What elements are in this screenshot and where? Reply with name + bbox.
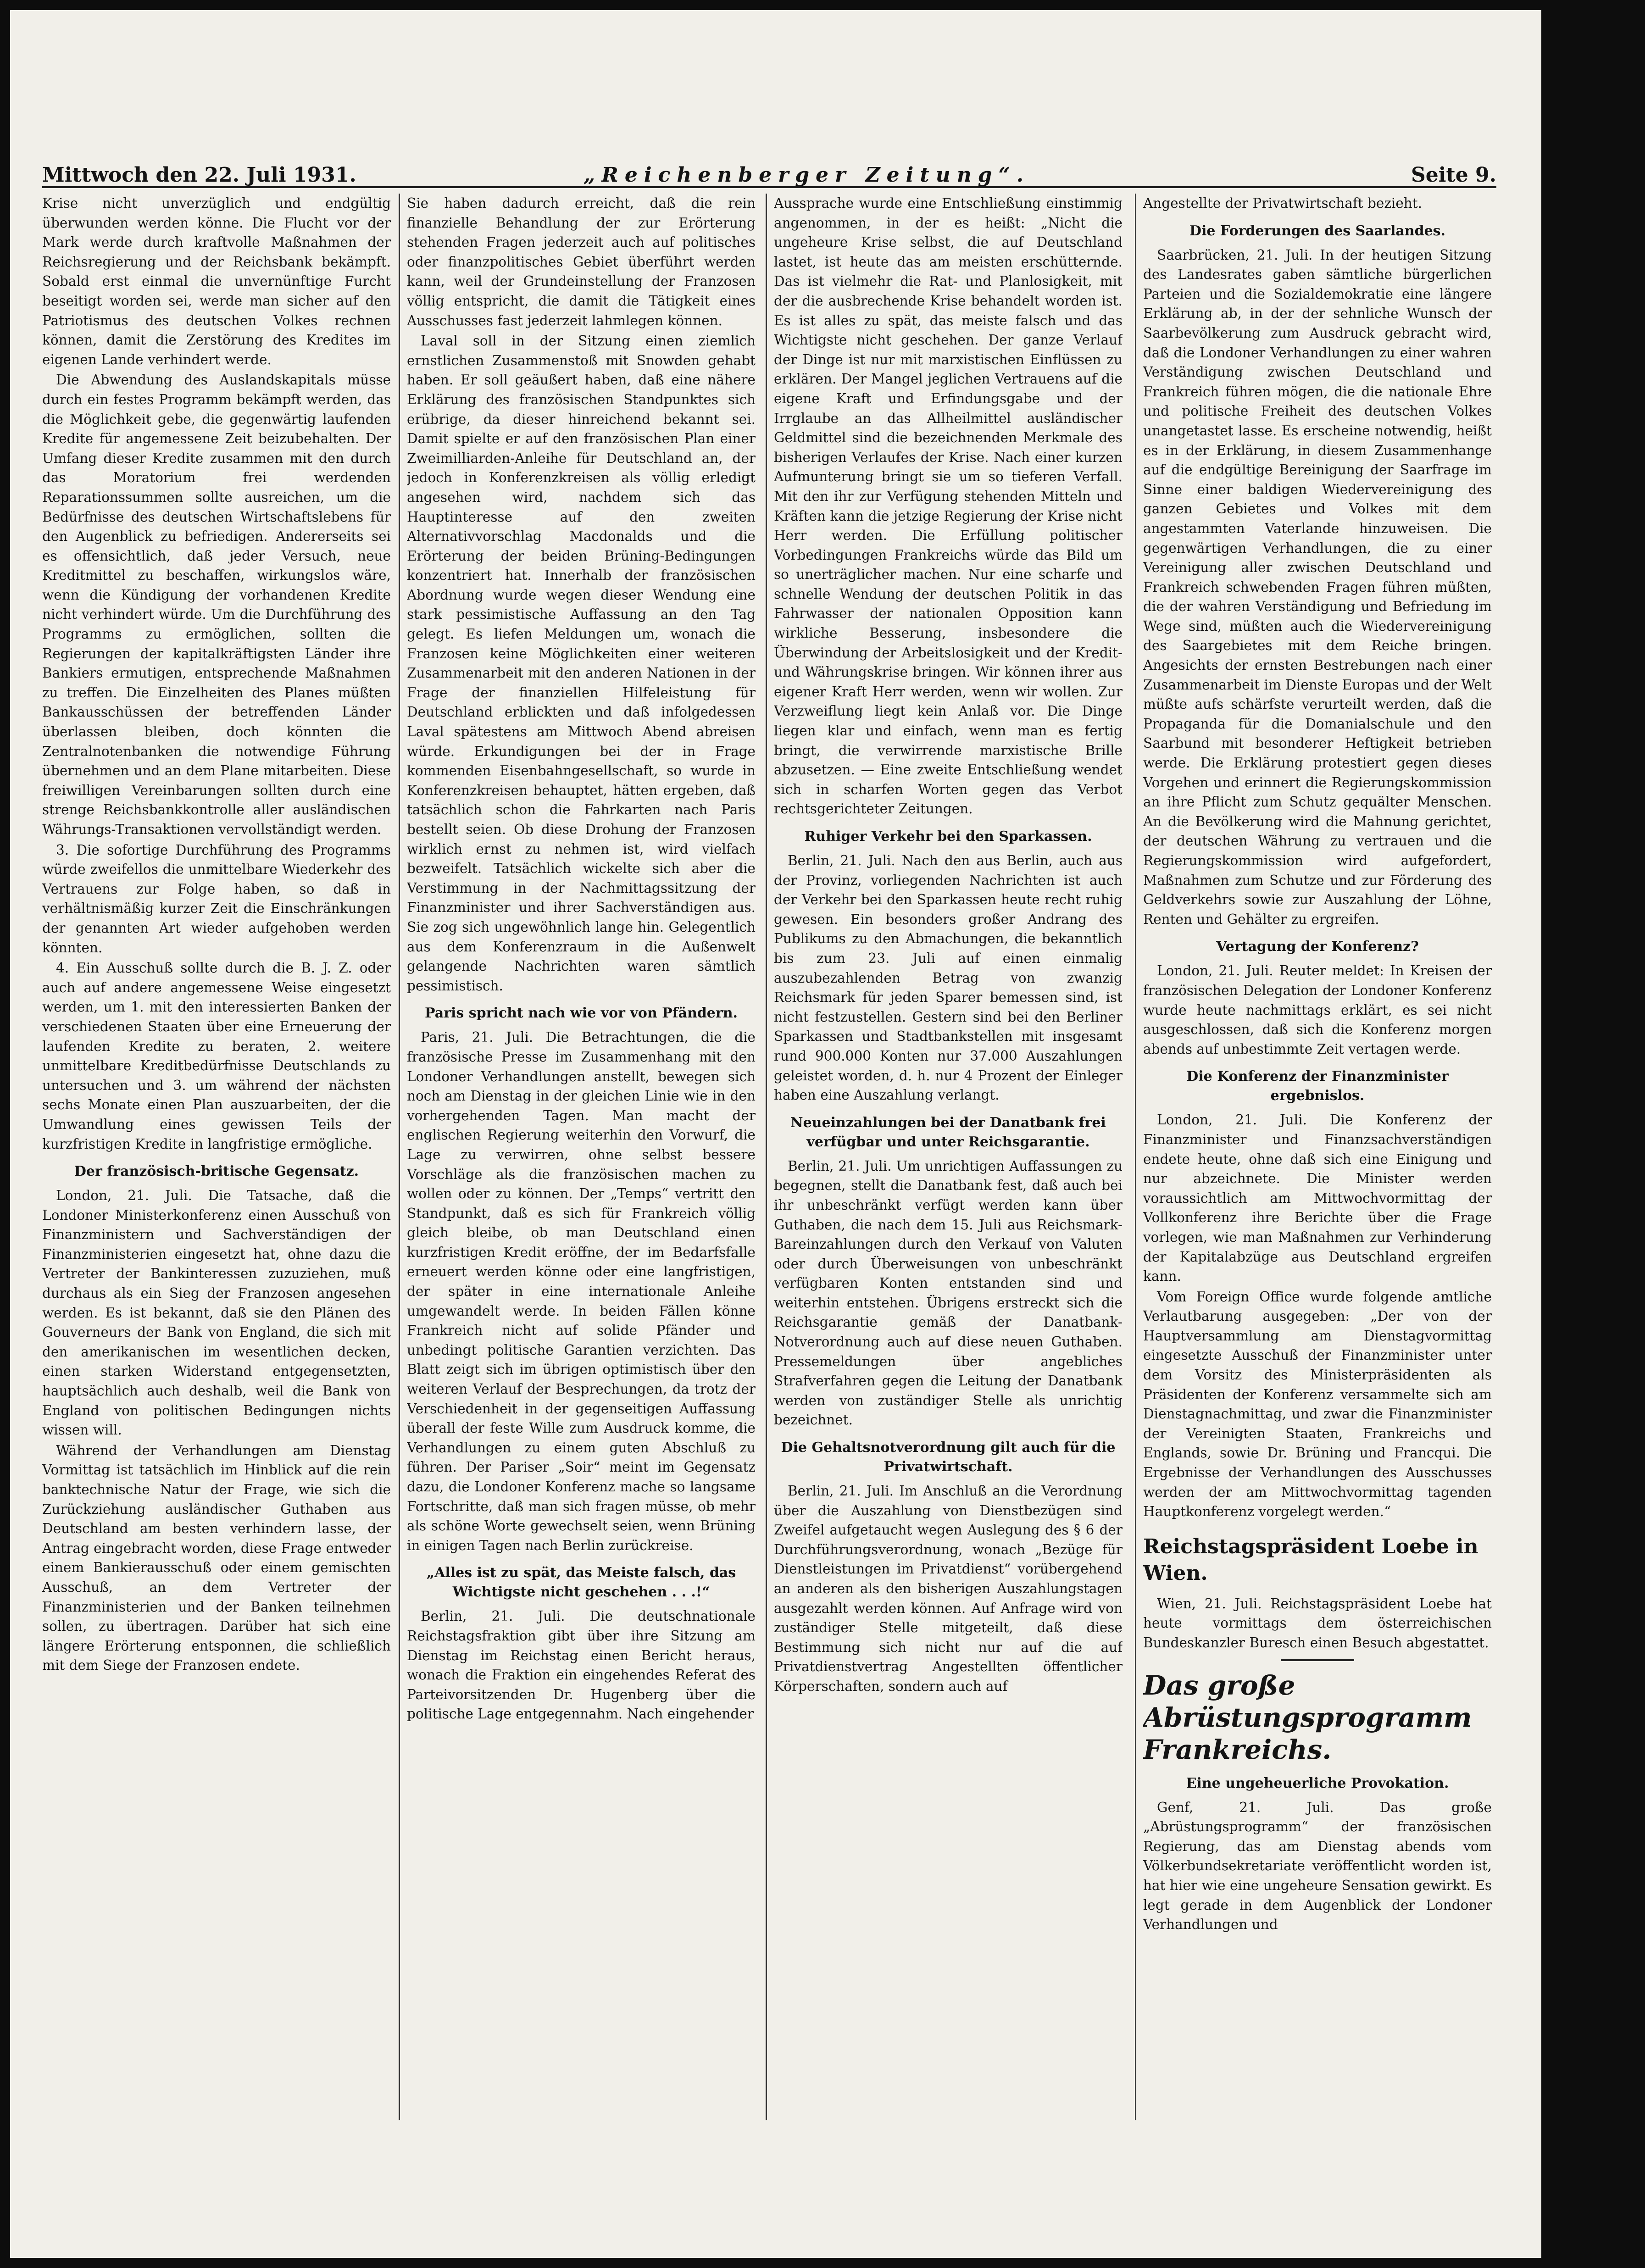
article-paragraph: Krise nicht unverzüglich und endgültig überwunden werden könne. Die Flucht vor der Mark werde durch kraftvolle Maßnahmen der Reichsregierung und der Reichsbank bekämpft. Sobald erst einmal die unvernünftige Furcht beseitigt worden sei, werde man sicher auf den Patriotismus des deutschen Volkes rechnen können, damit die Zerstörung des Kredites im eigenen Lande verhindert werde. xyxy=(42,195,391,367)
article-paragraph: Angestellte der Privatwirtschaft bezieht. xyxy=(1143,195,1423,211)
article-paragraph: Berlin, 21. Juli. Im Anschluß an die Verordnung über die Auszahlung von Dienstbezügen sind Zweifel aufgetaucht wegen Auslegung des § 6 der Durchführungsverordnung, wonach „Bezüge für Dienstleistungen im Privatdienst“ vorübergehend an anderen als den bisherigen Auszahlungstagen ausgezahlt werden können. Auf Anfrage wird von zuständiger Stelle mitgeteilt, daß diese Bestimmung sich nicht nur auf die auf Privatdienstvertrag Angestellten öffentlicher Körperschaften, sondern auch auf xyxy=(774,1483,1123,1694)
article-paragraph: 4. Ein Ausschuß sollte durch die B. J. Z. oder auch auf andere angemessene Weise eingesetzt werden, um 1. mit den interessierten Banken der verschiedenen Staaten über eine Erneuerung der laufenden Kredite zu beraten, 2. weitere unmittelbare Kreditbedürfnisse Deutschlands zu untersuchen und 3. um während der nächsten sechs Monate einen Plan auszuarbeiten, der die Umwandlung eines gewissen Teils der kurzfristigen Kredite in langfristige ermögliche. xyxy=(42,960,391,1152)
section-separator xyxy=(1281,1659,1354,1661)
article-paragraph: Vom Foreign Office wurde folgende amtliche Verlautbarung ausgegeben: „Der von der Hauptversammlung am Dienstagvormittag eingesetzte Ausschuß der Finanzminister unter dem Vorsitz des Ministerpräsidenten als Präsidenten der Konferenz versammelte sich am Dienstagnachmittag, und zwar die Finanzminister der Vereinigten Staaten, Frankreichs und Englands, sowie Dr. Brüning und Francqui. Die Ergebnisse der Verhandlungen des Ausschusses werden der am Mittwochvormittag tagenden Hauptkonferenz vorgelegt werden.“ xyxy=(1143,1289,1492,1520)
article-paragraph: London, 21. Juli. Die Konferenz der Finanzminister und Finanzsachverständigen endete heute, ohne daß sich eine Einigung und nur abzeichnete. Die Minister werden voraussichtlich am Mittwochvormittag der Vollkonferenz ihre Berichte über die Frage vorlegen, wie man Maßnahmen zur Verhinderung der Kapitalabzüge aus Deutschland ergreifen kann. xyxy=(1143,1112,1492,1284)
article-subheadline: Eine ungeheuerliche Provokation. xyxy=(1186,1775,1449,1791)
article-headline: Neueinzahlungen bei der Danatbank frei verfügbar und unter Reichsgarantie. xyxy=(790,1114,1106,1150)
article-paragraph: Genf, 21. Juli. Das große „Abrüstungsprogramm“ der französischen Regierung, das am Dienstag abends vom Völkerbundsekretariate veröffentlicht worden ist, hat hier wie eine ungeheure Sensation gewirkt. Es legt gerade in dem Augenblick der Londoner Verhandlungen und xyxy=(1143,1799,1492,1933)
header-newspaper-title: „Reichenberger Zeitung“. xyxy=(584,163,1030,187)
article-headline: Die Konferenz der Finanzminister ergebnislos. xyxy=(1186,1068,1449,1104)
article-paragraph: Laval soll in der Sitzung einen ziemlich ernstlichen Zusammenstoß mit Snowden gehabt haben. Er soll geäußert haben, daß eine nähere Erklärung des französischen Standpunktes sich erübrige, da dieser hinreichend bekannt sei. Damit spielte er auf den französischen Plan einer Zweimilliarden-Anleihe für Deutschland an, der jedoch in Konferenzkreisen als völlig erledigt angesehen wird, nachdem sich das Hauptinteresse auf den zweiten Alternativvorschlag Macdonalds und die Erörterung der beiden Brüning-Bedingungen konzentriert hat. Innerhalb der französischen Abordnung wurde wegen dieser Wendung eine stark pessimistische Auffassung an den Tag gelegt. Es liefen Meldungen um, wonach die Franzosen keine Möglichkeiten einer weiteren Zusammenarbeit mit den anderen Nationen in der Frage der finanziellen Hilfeleistung für Deutschland erblickten und daß infolgedessen Laval spätestens am Mittwoch Abend abreisen würde. Erkundigungen bei der in Frage kommenden Eisenbahngesellschaft, so wurde in Konferenzkreisen behauptet, hätten ergeben, daß tatsächlich schon die Fahrkarten nach Paris bestellt seien. Ob diese Drohung der Franzosen wirklich ernst zu nehmen ist, wird vielfach bezweifelt. Tatsächlich wickelte sich aber die Verstimmung in der Nachmittagssitzung der Finanzminister und ihrer Sachverständigen aus. Sie zog sich ungewöhnlich lange hin. Gelegentlich aus dem Konferenzraum in die Außenwelt gelangende Nachrichten waren sämtlich pessimistisch. xyxy=(407,333,756,994)
article-headline-large: Reichstagspräsident Loebe in Wien. xyxy=(1143,1534,1478,1585)
article-paragraph: Paris, 21. Juli. Die Betrachtungen, die die französische Presse im Zusammenhang mit den Londoner Verhandlungen anstellt, bewegen sich noch am Dienstag in der gleichen Linie wie in den vorhergehenden Tagen. Man macht der englischen Regierung weiterhin den Vorwurf, die Lage zu verwirren, ohne selbst bessere Vorschläge als die französischen machen zu wollen oder zu können. Der „Temps“ vertritt den Standpunkt, daß es sich für Frankreich völlig gleich bleibe, ob man Deutschland einen kurzfristigen Kredit eröffne, der im Bedarfsfalle erneuert werden könne oder eine langfristigen, der später in eine internationale Anleihe umgewandelt werde. In beiden Fällen könne Frankreich nicht auf solide Pfänder und unbedingt politische Garantien verzichten. Das Blatt zeigt sich im übrigen optimistisch über den weiteren Verlauf der Besprechungen, da trotz der Verschiedenheit in der gegenseitigen Auffassung überall der feste Wille zum Ausdruck komme, die Verhandlungen zu einem guten Abschluß zu führen. Der Pariser „Soir“ meint im Gegensatz dazu, die Londoner Konferenz mache so langsame Fortschritte, daß man sich fragen müsse, ob mehr als schöne Worte gewechselt seien, wenn Brüning in einigen Tagen nach Berlin zurückreise. xyxy=(407,1029,756,1553)
article-paragraph: Berlin, 21. Juli. Nach den aus Berlin, auch aus der Provinz, vorliegenden Nachrichten ist auch der Verkehr bei den Sparkassen heute recht ruhig gewesen. Ein besonders großer Andrang des Publikums zu den Abmachungen, die bekanntlich bis zum 23. Juli auf einen einmalig auszubezahlenden Betrag von zwanzig Reichsmark für jeden Sparer bemessen sind, ist nicht festzustellen. Gestern sind bei den Berliner Sparkassen und Stadtbankstellen mit insgesamt rund 900.000 Konten nur 37.000 Auszahlungen geleistet worden, d. h. nur 4 Prozent der Einleger haben eine Auszahlung verlangt. xyxy=(774,853,1123,1103)
article-paragraph: London, 21. Juli. Die Tatsache, daß die Londoner Ministerkonferenz einen Ausschuß von Finanzministern und Sachverständigen der Finanzministerien eingesetzt hat, ohne dazu die Vertreter der Bankinteressen zuzuziehen, muß durchaus als ein Sieg der Franzosen angesehen werden. Es ist bekannt, daß sie den Plänen des Gouverneurs der Bank von England, die sich mit den amerikanischen im wesentlichen decken, einen starken Widerstand entgegensetzten, hauptsächlich auch deshalb, weil die Bank von England von politischen Bedingungen nichts wissen will. xyxy=(42,1188,391,1438)
article-paragraph: London, 21. Juli. Reuter meldet: In Kreisen der französischen Delegation der Londoner Konferenz wurde heute nachmittags erklärt, es sei nicht ausgeschlossen, daß sich die Konferenz morgen abends auf unbestimmte Zeit vertagen werde. xyxy=(1143,963,1492,1057)
article-paragraph: Berlin, 21. Juli. Die deutschnationale Reichstagsfraktion gibt über ihre Sitzung am Dienstag im Reichstag einen Bericht heraus, wonach die Fraktion ein eingehendes Referat des Parteivorsitzenden Dr. Hugenberg über die politische Lage entgegennahm. Nach eingehender xyxy=(407,1608,756,1722)
column-divider xyxy=(1135,194,1136,2120)
article-headline: Vertagung der Konferenz? xyxy=(1216,939,1419,955)
article-headline: „Alles ist zu spät, das Meiste falsch, das Wichtigste nicht geschehen . . .!“ xyxy=(426,1565,736,1601)
article-paragraph: Berlin, 21. Juli. Um unrichtigen Auffassungen zu begegnen, stellt die Danatbank fest, daß auch bei ihr unbeschränkt verfügt werden kann über Guthaben, die nach dem 15. Juli aus Reichsmark-Bareinzahlungen durch den Verkauf von Valuten oder durch Überweisungen von unbeschränkt verfügbaren Konten entstanden sind und weiterhin entstehen. Übrigens erstreckt sich die Reichsgarantie gemäß der Danatbank-Notverordnung auch auf diese neuen Guthaben. Pressemeldungen über angebliches Strafverfahren gegen die Leitung der Danatbank werden von zuständiger Stelle als unrichtig bezeichnet. xyxy=(774,1158,1123,1428)
column-3 xyxy=(774,194,1123,1697)
header-date: Mittwoch den 22. Juli 1931. xyxy=(42,163,356,187)
article-headline: Der französisch-britische Gegensatz. xyxy=(74,1163,359,1180)
column-1 xyxy=(42,194,391,1676)
newspaper-page xyxy=(10,10,1541,2258)
header-page-number: Seite 9. xyxy=(1411,163,1496,187)
article-headline: Ruhiger Verkehr bei den Sparkassen. xyxy=(804,828,1092,845)
article-paragraph: Sie haben dadurch erreicht, daß die rein finanzielle Behandlung der zur Erörterung stehenden Fragen jederzeit auch auf politisches oder finanzpolitisches Gebiet überführt werden kann, weil der Grundeinstellung der Franzosen völlig entspricht, die damit die Tätigkeit eines Ausschusses fast jederzeit lahmlegen können. xyxy=(407,195,756,328)
article-headline: Die Gehaltsnotverordnung gilt auch für die Privatwirtschaft. xyxy=(781,1440,1116,1475)
article-paragraph: Aussprache wurde eine Entschließung einstimmig angenommen, in der es heißt: „Nicht die ungeheure Krise selbst, die auf Deutschland lastet, ist heute das am meisten erschütternde. Das ist vielmehr die Rat- und Planlosigkeit, mit der die ausbrechende Krise behandelt worden ist. Es ist alles zu spät, das meiste falsch und das Wichtigste nicht geschehen. Der ganze Verlauf der Dinge ist nur mit marxistischen Einflüssen zu erklären. Der Mangel jeglichen Vertrauens auf die eigene Kraft und Erfindungsgabe und der Irrglaube an das Allheilmittel ausländischer Geldmittel sind die bezeichnenden Merkmale des bisherigen Verlaufes der Krise. Nach einer kurzen Aufmunterung bringt sie um so tieferen Verfall. Mit den ihr zur Verfügung stehenden Mitteln und Kräften kann die jetzige Regierung der Krise nicht Herr werden. Die Erfüllung politischer Vorbedingungen Frankreichs würde das Bild um so unerträglicher machen. Nur eine scharfe und schnelle Wendung der deutschen Politik in das Fahrwasser der nationalen Opposition kann wirkliche Besserung, insbesondere die Überwindung der Arbeitslosigkeit und der Kredit- und Währungskrise bringen. Wir können ihrer aus eigener Kraft Herr werden, wenn wir wollen. Zur Verzweiflung liegt kein Anlaß vor. Die Dinge liegen klar und einfach, wenn man es fertig bringt, die verwirrende marxistische Brille abzusetzen. — Eine zweite Entschließung wendet sich in scharfen Worten gegen das Verbot rechtsgerichteter Zeitungen. xyxy=(774,195,1123,817)
article-paragraph: Während der Verhandlungen am Dienstag Vormittag ist tatsächlich im Hinblick auf die rein banktechnische Natur der Frage, wie sich die Zurückziehung ausländischer Guthaben aus Deutschland am besten verhindern lasse, der Antrag eingebracht worden, diese Frage entweder einem Bankierausschuß oder einem gemischten Ausschuß, an dem Vertreter der Finanzministerien und der Banken teilnehmen sollen, zu übertragen. Darüber hat sich eine längere Erörterung entsponnen, die schließlich mit dem Siege der Franzosen endete. xyxy=(42,1442,391,1673)
column-divider xyxy=(766,194,767,2120)
column-2 xyxy=(407,194,756,1725)
article-headline: Paris spricht nach wie vor von Pfändern. xyxy=(425,1005,738,1022)
article-paragraph: Die Abwendung des Auslandskapitals müsse durch ein festes Programm bekämpft werden, das die Möglichkeit gebe, die gegenwärtig laufenden Kredite für angemessene Zeit beizubehalten. Der Umfang dieser Kredite zusammen mit den durch das Moratorium frei werdenden Reparationssummen sollte ausreichen, um die Bedürfnisse des deutschen Wirtschaftslebens für den Augenblick zu befriedigen. Andererseits sei es offensichtlich, daß jeder Versuch, neue Kreditmittel zu beschaffen, wirkungslos wäre, wenn die Kündigung der vorhandenen Kredite nicht verhindert würde. Um die Durchführung des Programms zu ermöglichen, sollten die Regierungen der kapitalkräftigsten Länder ihre Bankiers ermutigen, entsprechende Maßnahmen zu treffen. Die Einzelheiten des Planes müßten Bankausschüssen der betreffenden Länder überlassen bleiben, doch könnten die Zentralnotenbanken die notwendige Führung übernehmen und an dem Plane mitarbeiten. Diese freiwilligen Vereinbarungen sollten durch eine strenge Reichsbankkontrolle aller ausländischen Währungs-Transaktionen vervollständigt werden. xyxy=(42,372,391,837)
article-paragraph: Wien, 21. Juli. Reichstagspräsident Loebe hat heute vormittags dem österreichischen Bundeskanzler Buresch einen Besuch abgestattet. xyxy=(1143,1595,1492,1651)
column-divider xyxy=(399,194,400,2120)
column-4 xyxy=(1143,194,1492,1935)
article-paragraph: Saarbrücken, 21. Juli. In der heutigen Sitzung des Landesrates gaben sämtliche bürgerlichen Parteien und die Sozialdemokratie eine längere Erklärung ab, in der der sehnliche Wunsch der Saarbevölkerung zum Ausdruck gebracht wird, daß die Londoner Verhandlungen zu einer wahren Verständigung zwischen Deutschland und Frankreich führen mögen, die die nationale Ehre und politische Freiheit des deutschen Volkes unangetastet lasse. Es erscheine notwendig, heißt es in der Erklärung, in diesem Zusammenhange auf die endgültige Bereinigung der Saarfrage im Sinne einer baldigen Wiedervereinigung des ganzen Gebietes und Volkes mit dem angestammten Vaterlande hinzuweisen. Die gegenwärtigen Verhandlungen, die zu einer Vereinigung aller zwischen Deutschland und Frankreich schwebenden Fragen führen müßten, die der wahren Verständigung und Befriedung im Wege sind, müßten auch die Wiedervereinigung des Saargebietes mit dem Reiche bringen. Angesichts der ernsten Bestrebungen nach einer Zusammenarbeit im Dienste Europas und der Welt müßte aufs schärfste verurteilt werden, daß die Propaganda für die Domanialschule und den Saarbund mit besonderer Heftigkeit betrieben werde. Die Erklärung protestiert gegen dieses Vorgehen und erinnert die Regierungskommission an ihre Pflicht zum Schutz gequälter Menschen. An die Bevölkerung wird die Mahnung gerichtet, der deutschen Währung zu vertrauen und die Regierungskommission wird aufgefordert, Maßnahmen zum Schutze und zur Förderung des Geldverkehrs sowie zur Auszahlung der Löhne, Renten und Gehälter zu ergreifen. xyxy=(1143,247,1492,927)
article-headline: Die Forderungen des Saarlandes. xyxy=(1189,222,1446,239)
page-header xyxy=(42,164,1496,188)
article-paragraph: 3. Die sofortige Durchführung des Programms würde zweifellos die unmittelbare Wiederkehr des Vertrauens zur Folge haben, so daß in verhältnismäßig kurzer Zeit die Einschränkungen der genannten Art wieder aufgehoben werden könnten. xyxy=(42,842,391,956)
article-headline-main: Das große Abrüstungsprogramm Frankreichs. xyxy=(1143,1669,1472,1765)
